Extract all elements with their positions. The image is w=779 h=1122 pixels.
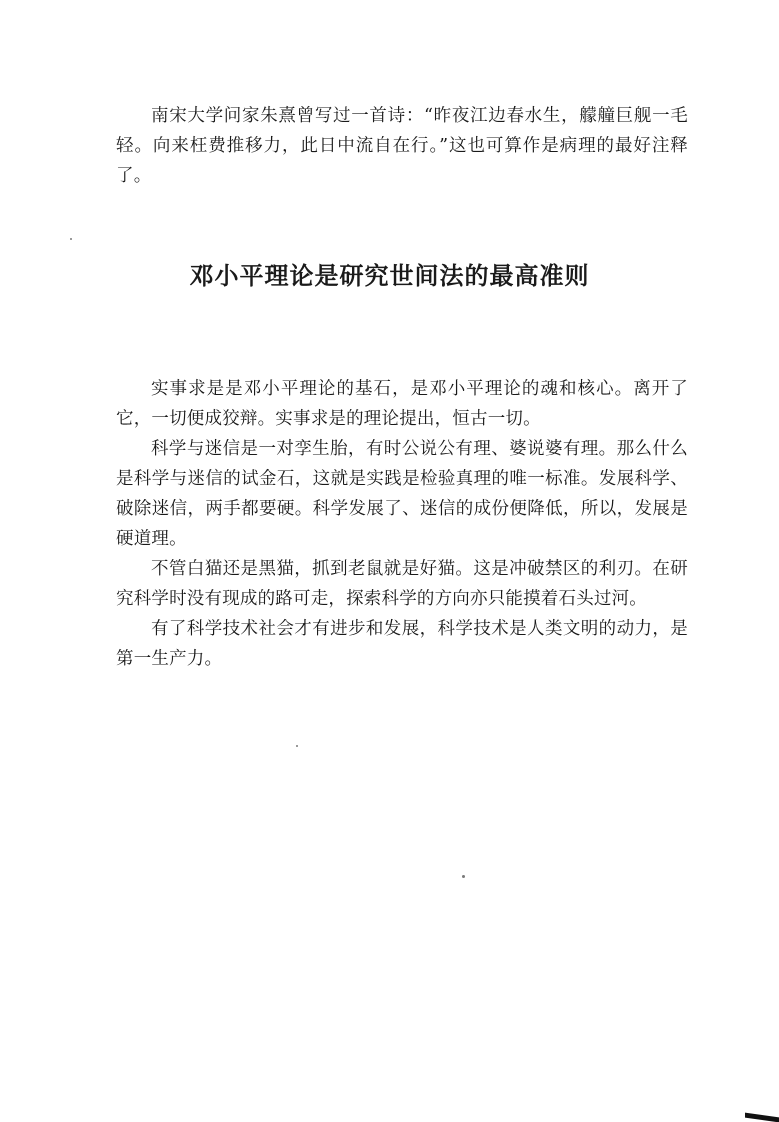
body-paragraph: 有了科学技术社会才有进步和发展，科学技术是人类文明的动力，是第一生产力。 bbox=[116, 619, 688, 669]
section-body bbox=[116, 374, 688, 674]
intro-paragraph: 南宋大学问家朱熹曾写过一首诗：“昨夜江边春水生，艨艟巨舰一毛轻。向来枉费推移力，此日中流自在行。”这也可算作是病理的最好注释了。 bbox=[116, 106, 688, 186]
body-paragraph: 不管白猫还是黑猫，抓到老鼠就是好猫。这是冲破禁区的利刃。在研究科学时没有现成的路可走，探索科学的方向亦只能摸着石头过河。 bbox=[116, 559, 688, 609]
scan-speck bbox=[70, 238, 72, 240]
scan-edge-mark bbox=[745, 1113, 779, 1122]
section-title: 邓小平理论是研究世间法的最高准则 bbox=[189, 262, 590, 290]
body-paragraph: 实事求是是邓小平理论的基石，是邓小平理论的魂和核心。离开了它，一切便成狡辩。实事求是的理论提出，恒古一切。 bbox=[116, 379, 688, 429]
scan-speck bbox=[462, 875, 465, 878]
scan-speck bbox=[296, 745, 298, 747]
body-paragraph: 科学与迷信是一对孪生胎，有时公说公有理、婆说婆有理。那么什么是科学与迷信的试金石，这就是实践是检验真理的唯一标准。发展科学、破除迷信，两手都要硬。科学发展了、迷信的成份便降低，所以，发展是硬道理。 bbox=[116, 439, 688, 549]
